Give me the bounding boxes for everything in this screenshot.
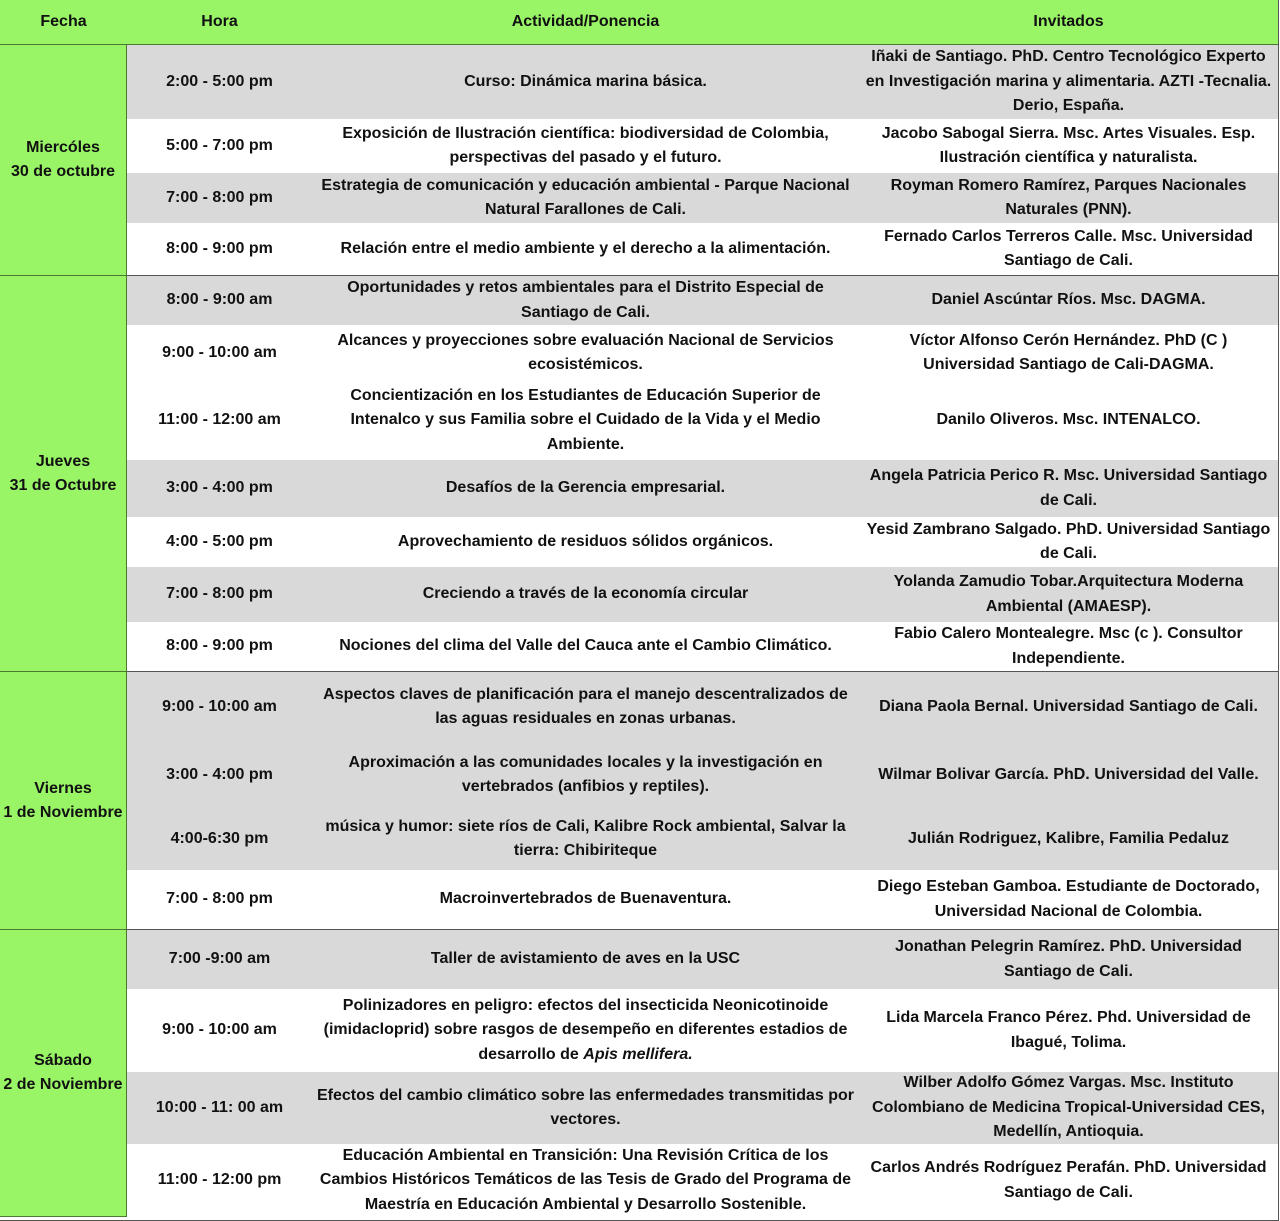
invitados-cell: Lida Marcela Franco Pérez. Phd. Universidad de Ibagué, Tolima. xyxy=(859,989,1278,1072)
invitados-cell: Carlos Andrés Rodríguez Perafán. PhD. Universidad Santiago de Cali. xyxy=(859,1144,1278,1217)
hora-cell: 4:00-6:30 pm xyxy=(127,808,312,870)
header-actividad: Actividad/Ponencia xyxy=(312,0,859,45)
invitados-cell: Daniel Ascúntar Ríos. Msc. DAGMA. xyxy=(859,276,1278,325)
header-invitados: Invitados xyxy=(859,0,1278,45)
day-cell-viernes: Viernes 1 de Noviembre xyxy=(0,672,127,930)
hora-cell: 7:00 -9:00 am xyxy=(127,930,312,989)
hora-cell: 8:00 - 9:00 pm xyxy=(127,223,312,276)
actividad-text-main: Polinizadores en peligro: efectos del insecticida Neonicotinoide (imidacloprid) sobre rasgos de desempeño en diferentes estadios de desarrollo de xyxy=(323,996,848,1063)
species-name: Apis mellifera. xyxy=(583,1045,693,1063)
hora-cell: 11:00 - 12:00 pm xyxy=(127,1144,312,1217)
hora-cell: 2:00 - 5:00 pm xyxy=(127,45,312,119)
actividad-cell: Curso: Dinámica marina básica. xyxy=(312,45,859,119)
day-cell-jueves: Jueves 31 de Octubre xyxy=(0,276,127,672)
hora-cell: 9:00 - 10:00 am xyxy=(127,672,312,742)
hora-cell: 3:00 - 4:00 pm xyxy=(127,742,312,808)
invitados-cell: Danilo Oliveros. Msc. INTENALCO. xyxy=(859,381,1278,460)
header-fecha: Fecha xyxy=(0,0,127,45)
actividad-cell: Macroinvertebrados de Buenaventura. xyxy=(312,870,859,930)
actividad-cell: Creciendo a través de la economía circular xyxy=(312,567,859,622)
invitados-cell: Jonathan Pelegrin Ramírez. PhD. Universidad Santiago de Cali. xyxy=(859,930,1278,989)
invitados-cell: Diego Esteban Gamboa. Estudiante de Doctorado, Universidad Nacional de Colombia. xyxy=(859,870,1278,930)
actividad-text xyxy=(316,994,855,1068)
actividad-cell: Alcances y proyecciones sobre evaluación Nacional de Servicios ecosistémicos. xyxy=(312,325,859,381)
hora-cell: 9:00 - 10:00 am xyxy=(127,325,312,381)
invitados-cell: Royman Romero Ramírez, Parques Nacionales Naturales (PNN). xyxy=(859,173,1278,223)
hora-cell: 7:00 - 8:00 pm xyxy=(127,173,312,223)
invitados-cell: Wilber Adolfo Gómez Vargas. Msc. Instituto Colombiano de Medicina Tropical-Universidad CES, Medellín, Antioquia. xyxy=(859,1072,1278,1144)
hora-cell: 9:00 - 10:00 am xyxy=(127,989,312,1072)
hora-cell: 10:00 - 11: 00 am xyxy=(127,1072,312,1144)
actividad-cell: Relación entre el medio ambiente y el derecho a la alimentación. xyxy=(312,223,859,276)
invitados-cell: Yolanda Zamudio Tobar.Arquitectura Moderna Ambiental (AMAESP). xyxy=(859,567,1278,622)
actividad-cell: Estrategia de comunicación y educación ambiental - Parque Nacional Natural Farallones de Cali. xyxy=(312,173,859,223)
day-cell-miercoles: Miercóles 30 de octubre xyxy=(0,45,127,276)
day-cell-sabado: Sábado 2 de Noviembre xyxy=(0,930,127,1217)
invitados-cell: Yesid Zambrano Salgado. PhD. Universidad Santiago de Cali. xyxy=(859,517,1278,567)
invitados-cell: Iñaki de Santiago. PhD. Centro Tecnológico Experto en Investigación marina y alimentaria. AZTI -Tecnalia. Derio, España. xyxy=(859,45,1278,119)
actividad-cell: Desafíos de la Gerencia empresarial. xyxy=(312,460,859,517)
invitados-cell: Diana Paola Bernal. Universidad Santiago de Cali. xyxy=(859,672,1278,742)
actividad-cell xyxy=(312,989,859,1072)
hora-cell: 8:00 - 9:00 pm xyxy=(127,622,312,672)
hora-cell: 3:00 - 4:00 pm xyxy=(127,460,312,517)
hora-cell: 7:00 - 8:00 pm xyxy=(127,567,312,622)
actividad-cell: Oportunidades y retos ambientales para el Distrito Especial de Santiago de Cali. xyxy=(312,276,859,325)
actividad-cell: música y humor: siete ríos de Cali, Kalibre Rock ambiental, Salvar la tierra: Chibiriteque xyxy=(312,808,859,870)
actividad-cell: Aprovechamiento de residuos sólidos orgánicos. xyxy=(312,517,859,567)
hora-cell: 4:00 - 5:00 pm xyxy=(127,517,312,567)
actividad-cell: Exposición de Ilustración científica: biodiversidad de Colombia, perspectivas del pasado y el futuro. xyxy=(312,119,859,173)
invitados-cell: Fabio Calero Montealegre. Msc (c ). Consultor Independiente. xyxy=(859,622,1278,672)
invitados-cell: Wilmar Bolivar García. PhD. Universidad del Valle. xyxy=(859,742,1278,808)
invitados-cell: Angela Patricia Perico R. Msc. Universidad Santiago de Cali. xyxy=(859,460,1278,517)
actividad-cell: Efectos del cambio climático sobre las enfermedades transmitidas por vectores. xyxy=(312,1072,859,1144)
invitados-cell: Jacobo Sabogal Sierra. Msc. Artes Visuales. Esp. Ilustración científica y naturalista. xyxy=(859,119,1278,173)
header-hora: Hora xyxy=(127,0,312,45)
actividad-cell: Nociones del clima del Valle del Cauca ante el Cambio Climático. xyxy=(312,622,859,672)
hora-cell: 7:00 - 8:00 pm xyxy=(127,870,312,930)
actividad-cell: Aspectos claves de planificación para el manejo descentralizados de las aguas residuales en zonas urbanas. xyxy=(312,672,859,742)
hora-cell: 11:00 - 12:00 am xyxy=(127,381,312,460)
invitados-cell: Julián Rodriguez, Kalibre, Familia Pedaluz xyxy=(859,808,1278,870)
actividad-cell: Concientización en los Estudiantes de Educación Superior de Intenalco y sus Familia sobre el Cuidado de la Vida y el Medio Ambiente. xyxy=(312,381,859,460)
hora-cell: 8:00 - 9:00 am xyxy=(127,276,312,325)
actividad-cell: Educación Ambiental en Transición: Una Revisión Crítica de los Cambios Históricos Temáticos de las Tesis de Grado del Programa de Maestría en Educación Ambiental y Desarrollo Sostenible. xyxy=(312,1144,859,1217)
hora-cell: 5:00 - 7:00 pm xyxy=(127,119,312,173)
invitados-cell: Víctor Alfonso Cerón Hernández. PhD (C ) Universidad Santiago de Cali-DAGMA. xyxy=(859,325,1278,381)
actividad-cell: Aproximación a las comunidades locales y la investigación en vertebrados (anfibios y reptiles). xyxy=(312,742,859,808)
invitados-cell: Fernado Carlos Terreros Calle. Msc. Universidad Santiago de Cali. xyxy=(859,223,1278,276)
actividad-cell: Taller de avistamiento de aves en la USC xyxy=(312,930,859,989)
